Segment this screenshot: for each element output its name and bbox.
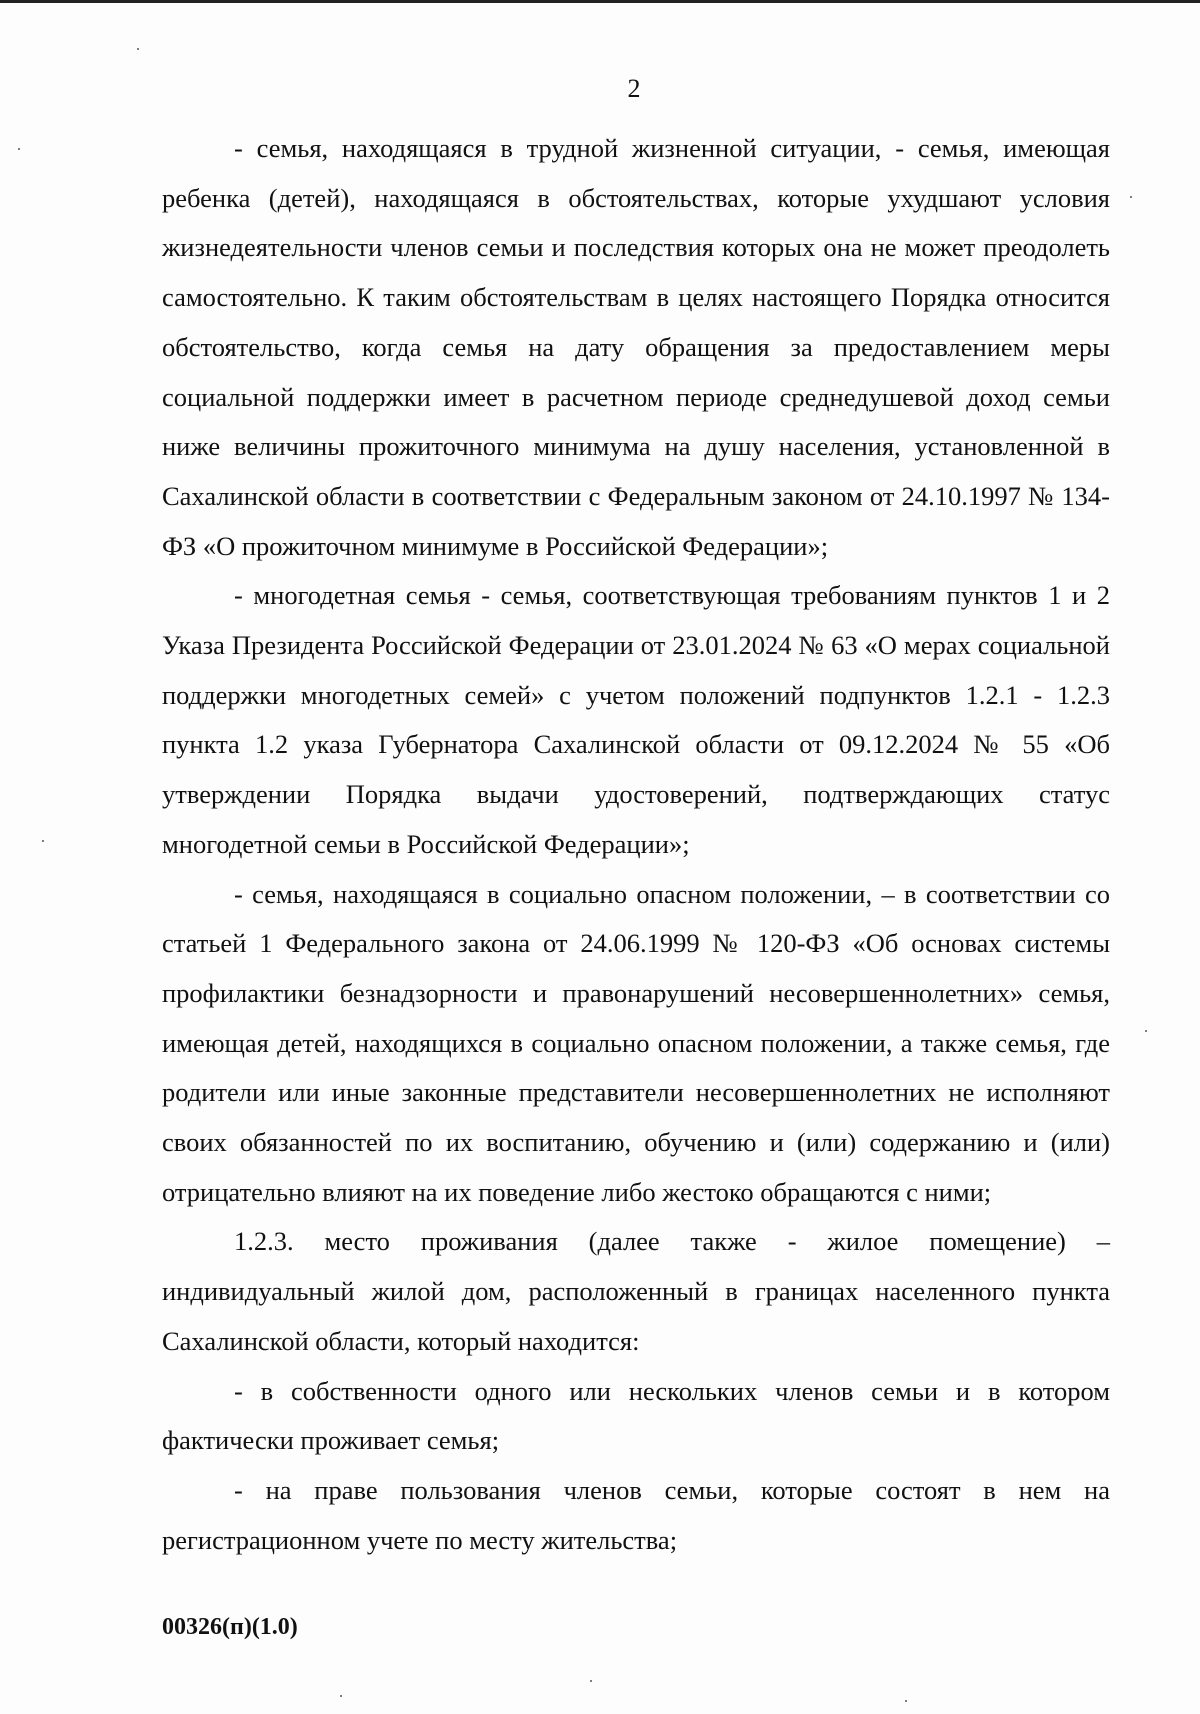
scan-speck [18,148,20,150]
scan-speck [590,1680,592,1682]
scan-speck [1130,196,1132,198]
scan-edge-line [0,0,1200,3]
scan-speck [340,1695,342,1697]
paragraph-place-of-residence: 1.2.3. место проживания (далее также - жилое помещение) – индивидуальный жилой дом, расположенный в границах населенного пункта Сахалинской области, который находится: [162,1226,1110,1356]
scan-speck [42,840,44,842]
body-text [162,124,1110,1565]
page-number: 2 [627,74,641,103]
document-code: 00326(п)(1.0) [162,1614,298,1640]
scan-speck [137,48,139,50]
paragraph-ownership: - в собственности одного или нескольких членов семьи и в котором фактически проживает семья; [162,1375,1110,1456]
scan-speck [905,1700,907,1702]
scan-speck [1145,1030,1147,1032]
paragraph-large-family: - многодетная семья - семья, соответствующая требованиям пунктов 1 и 2 Указа Президента Российской Федерации от 23.01.2024 № 63 «О мерах социальной поддержки многодетных семей» с учетом положений подпунктов 1.2.1 - 1.2.3 пункта 1.2 указа Губернатора Сахалинской области от 09.12.2024 № 55 «Об утверждении Порядка выдачи удостоверений, подтверждающих статус многодетной семьи в Российской Федерации»; [162,580,1110,859]
paragraph-right-of-use: - на праве пользования членов семьи, которые состоят в нем на регистрационном учете по месту жительства; [162,1474,1110,1555]
paragraph-family-in-difficult-situation: - семья, находящаяся в трудной жизненной ситуации, - семья, имеющая ребенка (детей), находящаяся в обстоятельствах, которые ухудшают условия жизнедеятельности членов семьи и последствия которых она не может преодолеть самостоятельно. К таким обстоятельствам в целях настоящего Порядка относится обстоятельство, когда семья на дату обращения за предоставлением меры социальной поддержки имеет в расчетном периоде среднедушевой доход семьи ниже величины прожиточного минимума на душу населения, установленной в Сахалинской области в соответствии с Федеральным законом от 24.10.1997 № 134-ФЗ «О прожиточном минимуме в Российской Федерации»; [162,133,1110,561]
paragraph-family-in-dangerous-situation: - семья, находящаяся в социально опасном положении, – в соответствии со статьей 1 Федерального закона от 24.06.1999 № 120-ФЗ «Об основах системы профилактики безнадзорности и правонарушений несовершеннолетних» семья, имеющая детей, находящихся в социально опасном положении, а также семья, где родители или иные законные представители несовершеннолетних не исполняют своих обязанностей по их воспитанию, обучению и (или) содержанию и (или) отрицательно влияют на их поведение либо жестоко обращаются с ними; [162,878,1110,1207]
